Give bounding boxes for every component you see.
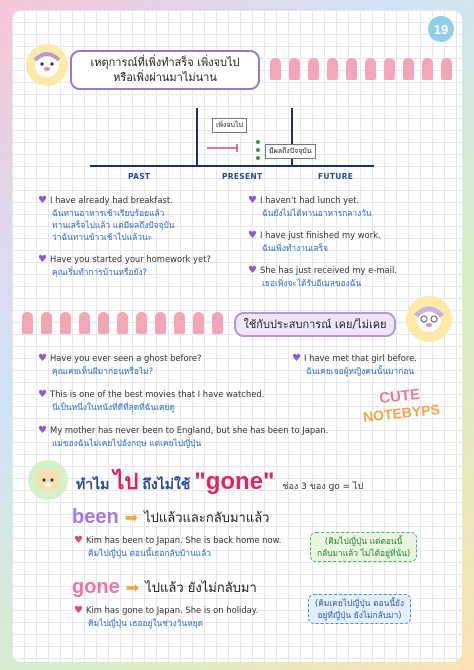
been-example	[74, 534, 281, 559]
been-row	[72, 506, 269, 529]
decorative-ribbon	[270, 58, 452, 80]
heart-icon: ♥	[248, 265, 257, 276]
example-translation: ฉันทานอาหารเช้าเรียบร้อยแล้ว	[52, 208, 165, 218]
decorative-ribbon	[22, 312, 223, 334]
example-translation: ฉันยังไม่ได้ทานอาหารกลางวัน	[262, 208, 372, 218]
example-sentence: My mother has never been to England, but she has been to Japan.	[49, 425, 329, 435]
timeline-tag-just-finished: เพิ่งจบไป	[212, 118, 247, 133]
timeline-future-label: FUTURE	[318, 172, 354, 181]
heart-icon: ♥	[248, 195, 257, 206]
gone-note-line1: (คิมเคยไปญี่ปุ่น ตอนนี้ยัง	[315, 598, 405, 608]
gone-meaning: ไปแล้ว ยังไม่กลับมา	[145, 581, 257, 596]
heart-icon: ♥	[38, 425, 47, 436]
heart-icon: ♥	[74, 535, 83, 546]
gone-example-sentence: Kim has gone to Japan. She is on holiday.	[85, 605, 259, 615]
gone-note-line2: อยู่ที่ญี่ปุ่น ยังไม่กลับมา)	[317, 610, 402, 620]
been-note-line1: (คิมไปญี่ปุ่น แต่ตอนนี้	[324, 536, 403, 546]
section2-example-1	[38, 352, 201, 377]
timeline-present-label: PRESENT	[222, 172, 263, 181]
heart-icon: ♥	[38, 389, 47, 400]
example-translation: คุณเริ่มทำการบ้านหรือยัง?	[52, 267, 147, 277]
example-sentence: I have met that girl before.	[303, 353, 417, 363]
timeline-tag-effect-until-now: มีผลถึงปัจจุบัน	[265, 144, 316, 159]
section1-title-line1: เหตุการณ์ที่เพิ่งทำสร็จ เพิ่งจบไป	[90, 56, 240, 69]
section2-title: ใช้กับประสบการณ์ เคย/ไม่เคย	[234, 312, 396, 337]
notebook-page	[12, 10, 462, 662]
timeline-past-label: PAST	[128, 172, 151, 181]
example-sentence: ♥ I have already had breakfast.	[38, 195, 173, 206]
question-pai: ไป	[113, 470, 139, 495]
gone-word: gone	[72, 576, 120, 598]
examples-left	[38, 194, 211, 278]
gone-note	[308, 594, 411, 624]
page-number-badge: 19	[428, 16, 454, 42]
gone-row	[72, 576, 257, 599]
been-note	[310, 532, 417, 562]
example-sentence: This is one of the best movies that I have watched.	[49, 389, 265, 399]
cute-notebyps-logo	[360, 384, 440, 425]
question-note: ช่อง 3 ของ go = ไป	[282, 482, 364, 492]
arrow-right-icon: ➡	[125, 578, 140, 597]
heart-icon: ♥	[38, 353, 47, 364]
example-translation: ทานเสร็จไปแล้ว แต่มีผลถึงปัจจุบัน	[52, 220, 175, 230]
heart-icon: ♥	[292, 353, 301, 364]
been-example-translation: คิมไปญี่ปุ่น ตอนนี้เธอกลับบ้านแล้ว	[88, 548, 211, 558]
heart-icon: ♥	[38, 254, 47, 265]
question-why: ทำไม	[76, 477, 110, 493]
example-sentence: Have you ever seen a ghost before?	[49, 353, 202, 363]
example-translation: ว่าฉันทานข้าวเช้าไปแล้วนะ	[52, 232, 153, 242]
question-gone: "gone"	[194, 468, 275, 495]
example-sentence: ♥ I have just finished my work.	[248, 230, 381, 241]
example-translation: คุณเคยเห็นผีมาก่อนหรือไม่?	[52, 366, 154, 376]
example-sentence: ♥ Have you started your homework yet?	[38, 254, 211, 265]
section1-title-line2: หรือเพิ่งผ่านมาไม่นาน	[113, 71, 217, 84]
examples-right	[248, 194, 397, 289]
gone-example	[74, 604, 258, 629]
avatar-girl-icon	[26, 44, 68, 86]
example-translation: เธอเพิ่งจะได้รับอีเมลของฉัน	[262, 278, 362, 288]
heart-icon: ♥	[248, 230, 257, 241]
example-translation: ฉันเพิ่งทำงานเสร็จ	[262, 243, 329, 253]
example-translation: นี่เป็นหนึ่งในหนังที่ดีที่สุดที่ฉันเคยดู	[52, 402, 175, 412]
logo-line1: CUTE	[378, 385, 421, 408]
been-word: been	[72, 506, 119, 528]
example-sentence: ♥ I haven't had lunch yet.	[248, 195, 360, 206]
bear-icon	[28, 460, 68, 500]
been-example-sentence: Kim has been to Japan. She is back home now.	[85, 535, 282, 545]
section1-title	[70, 50, 260, 90]
arrow-right-icon: ➡	[124, 508, 139, 527]
example-translation: แม่ของฉันไม่เคยไปอังกฤษ แต่เคยไปญี่ปุ่น	[52, 438, 202, 448]
example-sentence: ♥ She has just received my e-mail.	[248, 265, 397, 276]
section2-example-3	[38, 388, 264, 413]
been-meaning: ไปแล้วและกลับมาแล้ว	[144, 511, 270, 526]
heart-icon: ♥	[38, 195, 47, 206]
logo-line2: NOTEBYPS	[362, 400, 441, 425]
heart-icon: ♥	[74, 605, 83, 616]
been-note-line2: กลับมาแล้ว ไม่ได้อยู่ที่นั่น)	[317, 548, 411, 558]
example-translation: ฉันเคยเจอผู้หญิงคนนั้นมาก่อน	[306, 366, 415, 376]
section2-example-2	[292, 352, 417, 377]
section2-example-4	[38, 424, 328, 449]
question-not-use: ถึงไม่ใช้	[142, 477, 191, 493]
section3-question	[76, 464, 363, 499]
avatar-grandma-icon	[406, 296, 452, 342]
gone-example-translation: คิมไปญี่ปุ่น เธออยู่ในช่วงวันหยุด	[88, 618, 204, 628]
